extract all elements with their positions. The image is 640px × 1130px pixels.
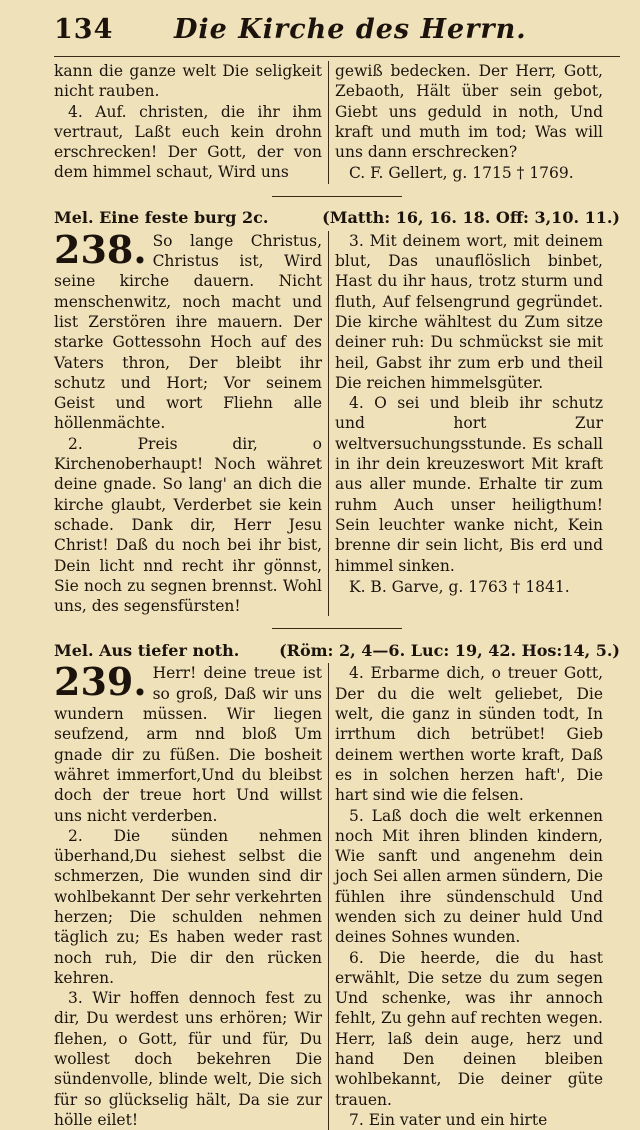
verse-1-text: Herr! deine treue ist so groß, Daß wir uns wundern müssen. Wir liegen seufzend, arm nnd bloß Um gnade dir zu füßen. Die bosheit währet immerfort,Und du bleibst doch der treue hort Und willst uns nicht verderben. [54, 664, 322, 825]
page-number: 134 [54, 14, 114, 45]
verse-1 [54, 659, 322, 825]
running-title: Die Kirche des Herrn. [174, 14, 527, 45]
verse-7: 7. Ein vater und ein hirte [349, 1110, 548, 1129]
verse-continuation: gewiß bedecken. Der Herr, Gott, Zebaoth, Hält über sein gebot, Giebt uns geduld in noth, Und kraft und muth im tod; Was will uns dann erschrecken? [335, 62, 603, 162]
verse-2: 2. Preis dir, o Kirchenoberhaupt! Noch währet deine gnade. So lang' an dich die kirche glaubt, Verderbet sie kein schade. Dank dir, Herr Jesu Christ! Daß du noch bei ihr bist, Dein licht nnd recht ihr gönnst, Sie noch zu segnen brennst. Wohl uns, des segensfürsten! [54, 434, 322, 616]
verse-4: 4. Auf. christen, die ihr ihm vertraut, Laßt euch kein drohn erschrecken! Der Gott, der von dem himmel schaut, Wird uns [54, 102, 322, 182]
verse-4: 4. O sei und bleib ihr schutz und hort Zur weltversuchungsstunde. Es schall in ihr dein kreuzeswort Mit kraft aus aller munde. Erhalte tir zum ruhm Auch unser heiligthum! Sein leuchter wanke nicht, Kein brenne dir sein licht, Bis erd und himmel sinken. [335, 394, 603, 575]
verse-1-text: So lange Christus, Christus ist, Wird seine kirche dauern. Nicht menschenwitz, noch macht und list Zerstören ihre mauern. Der starke Gottessohn Hoch auf des Vaters thron, Der bleibt ihr schutz und Hort; Vor seinem Geist und wort Fliehn alle höllenmächte. [54, 231, 322, 433]
melody-label: Mel. Eine feste burg 2c. [54, 208, 269, 228]
scripture-references: (Röm: 2, 4—6. Luc: 19, 42. Hos:14, 5.) [279, 640, 620, 660]
verse-continuation: kann die ganze welt Die seligkeit nicht rauben. [54, 62, 322, 101]
section-divider [272, 196, 402, 197]
author-credit: C. F. Gellert, g. 1715 † 1769. [349, 164, 574, 183]
hymn-number: 238. [54, 226, 147, 272]
right-column [328, 663, 603, 1130]
right-column [328, 231, 603, 617]
page-header [54, 14, 620, 57]
author-credit: K. B. Garve, g. 1763 † 1841. [349, 577, 570, 596]
left-column [54, 61, 328, 184]
verse-1 [54, 226, 322, 434]
left-column [54, 226, 328, 617]
verse-4: 4. Erbarme dich, o treuer Gott, Der du die welt geliebet, Die welt, die ganz in sünden todt, In irrthum dich betrübet! Gieb deinem werthen worte kraft, Daß es in solchen herzen haft', Die hart sind wie die felsen. [335, 664, 603, 805]
hymn-number: 239. [54, 659, 147, 705]
section-divider [272, 628, 402, 629]
left-column [54, 659, 328, 1130]
verse-6: 6. Die heerde, die du hast erwählt, Die setze du zum segen Und schenke, was ihr annoch fehlt, Zu gehn auf rechten wegen. Herr, laß dein auge, herz und hand Den deinen bleiben wohlbekannt, Die deiner güte trauen. [335, 948, 603, 1109]
hymn-239 [54, 659, 620, 1130]
scripture-references: (Matth: 16, 16. 18. Off: 3,10. 11.) [322, 208, 620, 228]
verse-5: 5. Laß doch die welt erkennen noch Mit ihren blinden kindern, Wie sanft und angenehm dein joch Sei allen armen sündern, Die fühlen ihre sündenschuld Und wenden sich zu deiner huld Und deines Sohnes wunden. [335, 806, 603, 947]
verse-2: 2. Die sünden nehmen überhand,Du siehest selbst die schmerzen, Die wunden sind dir wohlbekannt Der sehr verkehrten herzen; Die schulden nehmen täglich zu; Es haben weder rast noch ruh, Die dir den rücken kehren. [54, 826, 322, 987]
hymn-238 [54, 226, 620, 617]
verse-3: 3. Wir hoffen dennoch fest zu dir, Du werdest uns erhören; Wir flehen, o Gott, für und für, Du wollest doch bekehren Die sündenvolle, blinde welt, Die sich für so glückselig hält, Da sie zur hölle eilet! [54, 989, 322, 1129]
right-column [328, 61, 603, 184]
top-continuation [54, 57, 620, 184]
verse-3: 3. Mit deinem wort, mit deinem blut, Das unauflöslich binbet, Hast du ihr haus, trotz sturm und fluth, Auf felsengrund gegründet. Die kirche wähltest du Zum sitze deiner ruh: Du schmückst sie mit heil, Gabst ihr zum erb und theil Die reichen himmelsgüter. [335, 231, 603, 392]
melody-label: Mel. Aus tiefer noth. [54, 640, 240, 660]
